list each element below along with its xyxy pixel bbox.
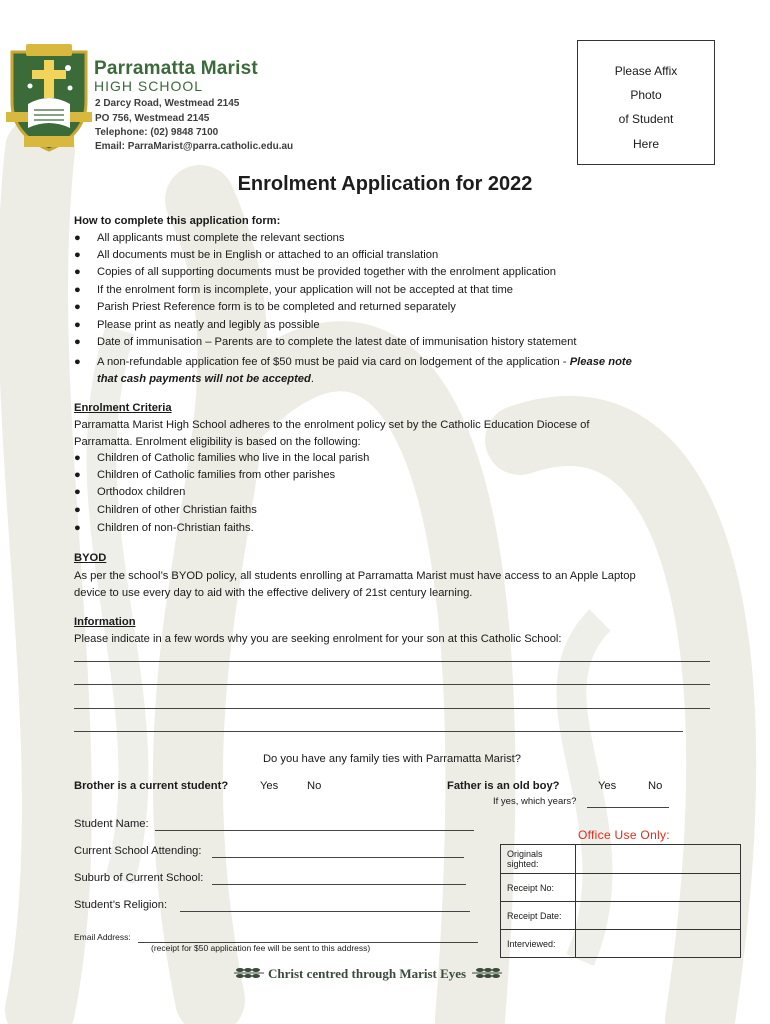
office-label: Interviewed: [501, 930, 576, 958]
office-use-table [500, 844, 741, 958]
suburb-label: Suburb of Current School: [74, 872, 204, 884]
how-to-heading: How to complete this application form: [74, 215, 281, 227]
photo-box-line: Here [632, 137, 659, 151]
school-po-box: PO 756, Westmead 2145 [95, 113, 210, 124]
byod-text: As per the school’s BYOD policy, all students enrolling at Parramatta Marist must have access to an Apple Laptop [74, 570, 636, 582]
student-name-label: Student Name: [74, 818, 149, 830]
office-value-cell[interactable] [576, 930, 741, 958]
office-value-cell[interactable] [576, 874, 741, 902]
email-label: Email Address: [74, 932, 131, 942]
school-telephone: Telephone: (02) 9848 7100 [95, 127, 219, 138]
answer-line[interactable] [74, 684, 710, 685]
brother-no-option[interactable]: No [307, 780, 322, 792]
religion-field[interactable] [180, 911, 470, 912]
father-label: Father is an old boy? [447, 780, 560, 792]
office-label: Receipt Date: [501, 902, 576, 930]
photo-box-line: Photo [630, 88, 662, 102]
brother-yes-option[interactable]: Yes [260, 780, 279, 792]
criteria-paragraph: Parramatta Marist High School adheres to the enrolment policy set by the Catholic Education Diocese of [74, 419, 590, 431]
years-label: If yes, which years? [493, 796, 577, 807]
current-school-field[interactable] [212, 857, 464, 858]
religion-label: Student’s Religion: [74, 899, 168, 911]
school-address: 2 Darcy Road, Westmead 2145 [95, 98, 240, 109]
family-question: Do you have any family ties with Parramatta Marist? [262, 753, 522, 765]
office-label: Originals sighted: [501, 845, 576, 874]
page-title: Enrolment Application for 2022 [237, 173, 533, 195]
byod-text: device to use every day to aid with the effective delivery of 21st century learning. [74, 587, 473, 599]
photo-box-line: of Student [618, 112, 674, 126]
laurel-right-icon [470, 966, 504, 980]
answer-line[interactable] [74, 731, 683, 732]
school-crest-logo [6, 44, 92, 152]
criteria-paragraph: Parramatta. Enrolment eligibility is based on the following: [74, 436, 361, 448]
answer-line[interactable] [74, 661, 710, 662]
photo-box[interactable] [577, 40, 715, 165]
school-subtitle: HIGH SCHOOL [94, 78, 204, 94]
office-use-title: Office Use Only: [578, 828, 670, 842]
photo-box-line: Please Affix [614, 64, 678, 78]
years-field[interactable] [587, 807, 669, 808]
laurel-left-icon [232, 966, 266, 980]
school-email: Email: ParraMarist@parra.catholic.edu.au [95, 141, 294, 152]
information-prompt: Please indicate in a few words why you are seeking enrolment for your son at this Catholic School: [74, 633, 562, 645]
footer-motto: Christ centred through Marist Eyes [268, 966, 467, 981]
information-heading: Information [74, 616, 136, 628]
email-note: (receipt for $50 application fee will be sent to this address) [151, 943, 371, 953]
current-school-label: Current School Attending: [74, 845, 202, 857]
school-name: Parramatta Marist [94, 58, 258, 79]
criteria-heading: Enrolment Criteria [74, 402, 172, 414]
answer-line[interactable] [74, 708, 710, 709]
father-yes-option[interactable]: Yes [598, 780, 617, 792]
suburb-field[interactable] [212, 884, 466, 885]
brother-label: Brother is a current student? [74, 780, 229, 792]
office-label: Receipt No: [501, 874, 576, 902]
father-no-option[interactable]: No [648, 780, 663, 792]
office-value-cell[interactable] [576, 845, 741, 874]
byod-heading: BYOD [74, 552, 107, 564]
office-value-cell[interactable] [576, 902, 741, 930]
student-name-field[interactable] [155, 830, 474, 831]
